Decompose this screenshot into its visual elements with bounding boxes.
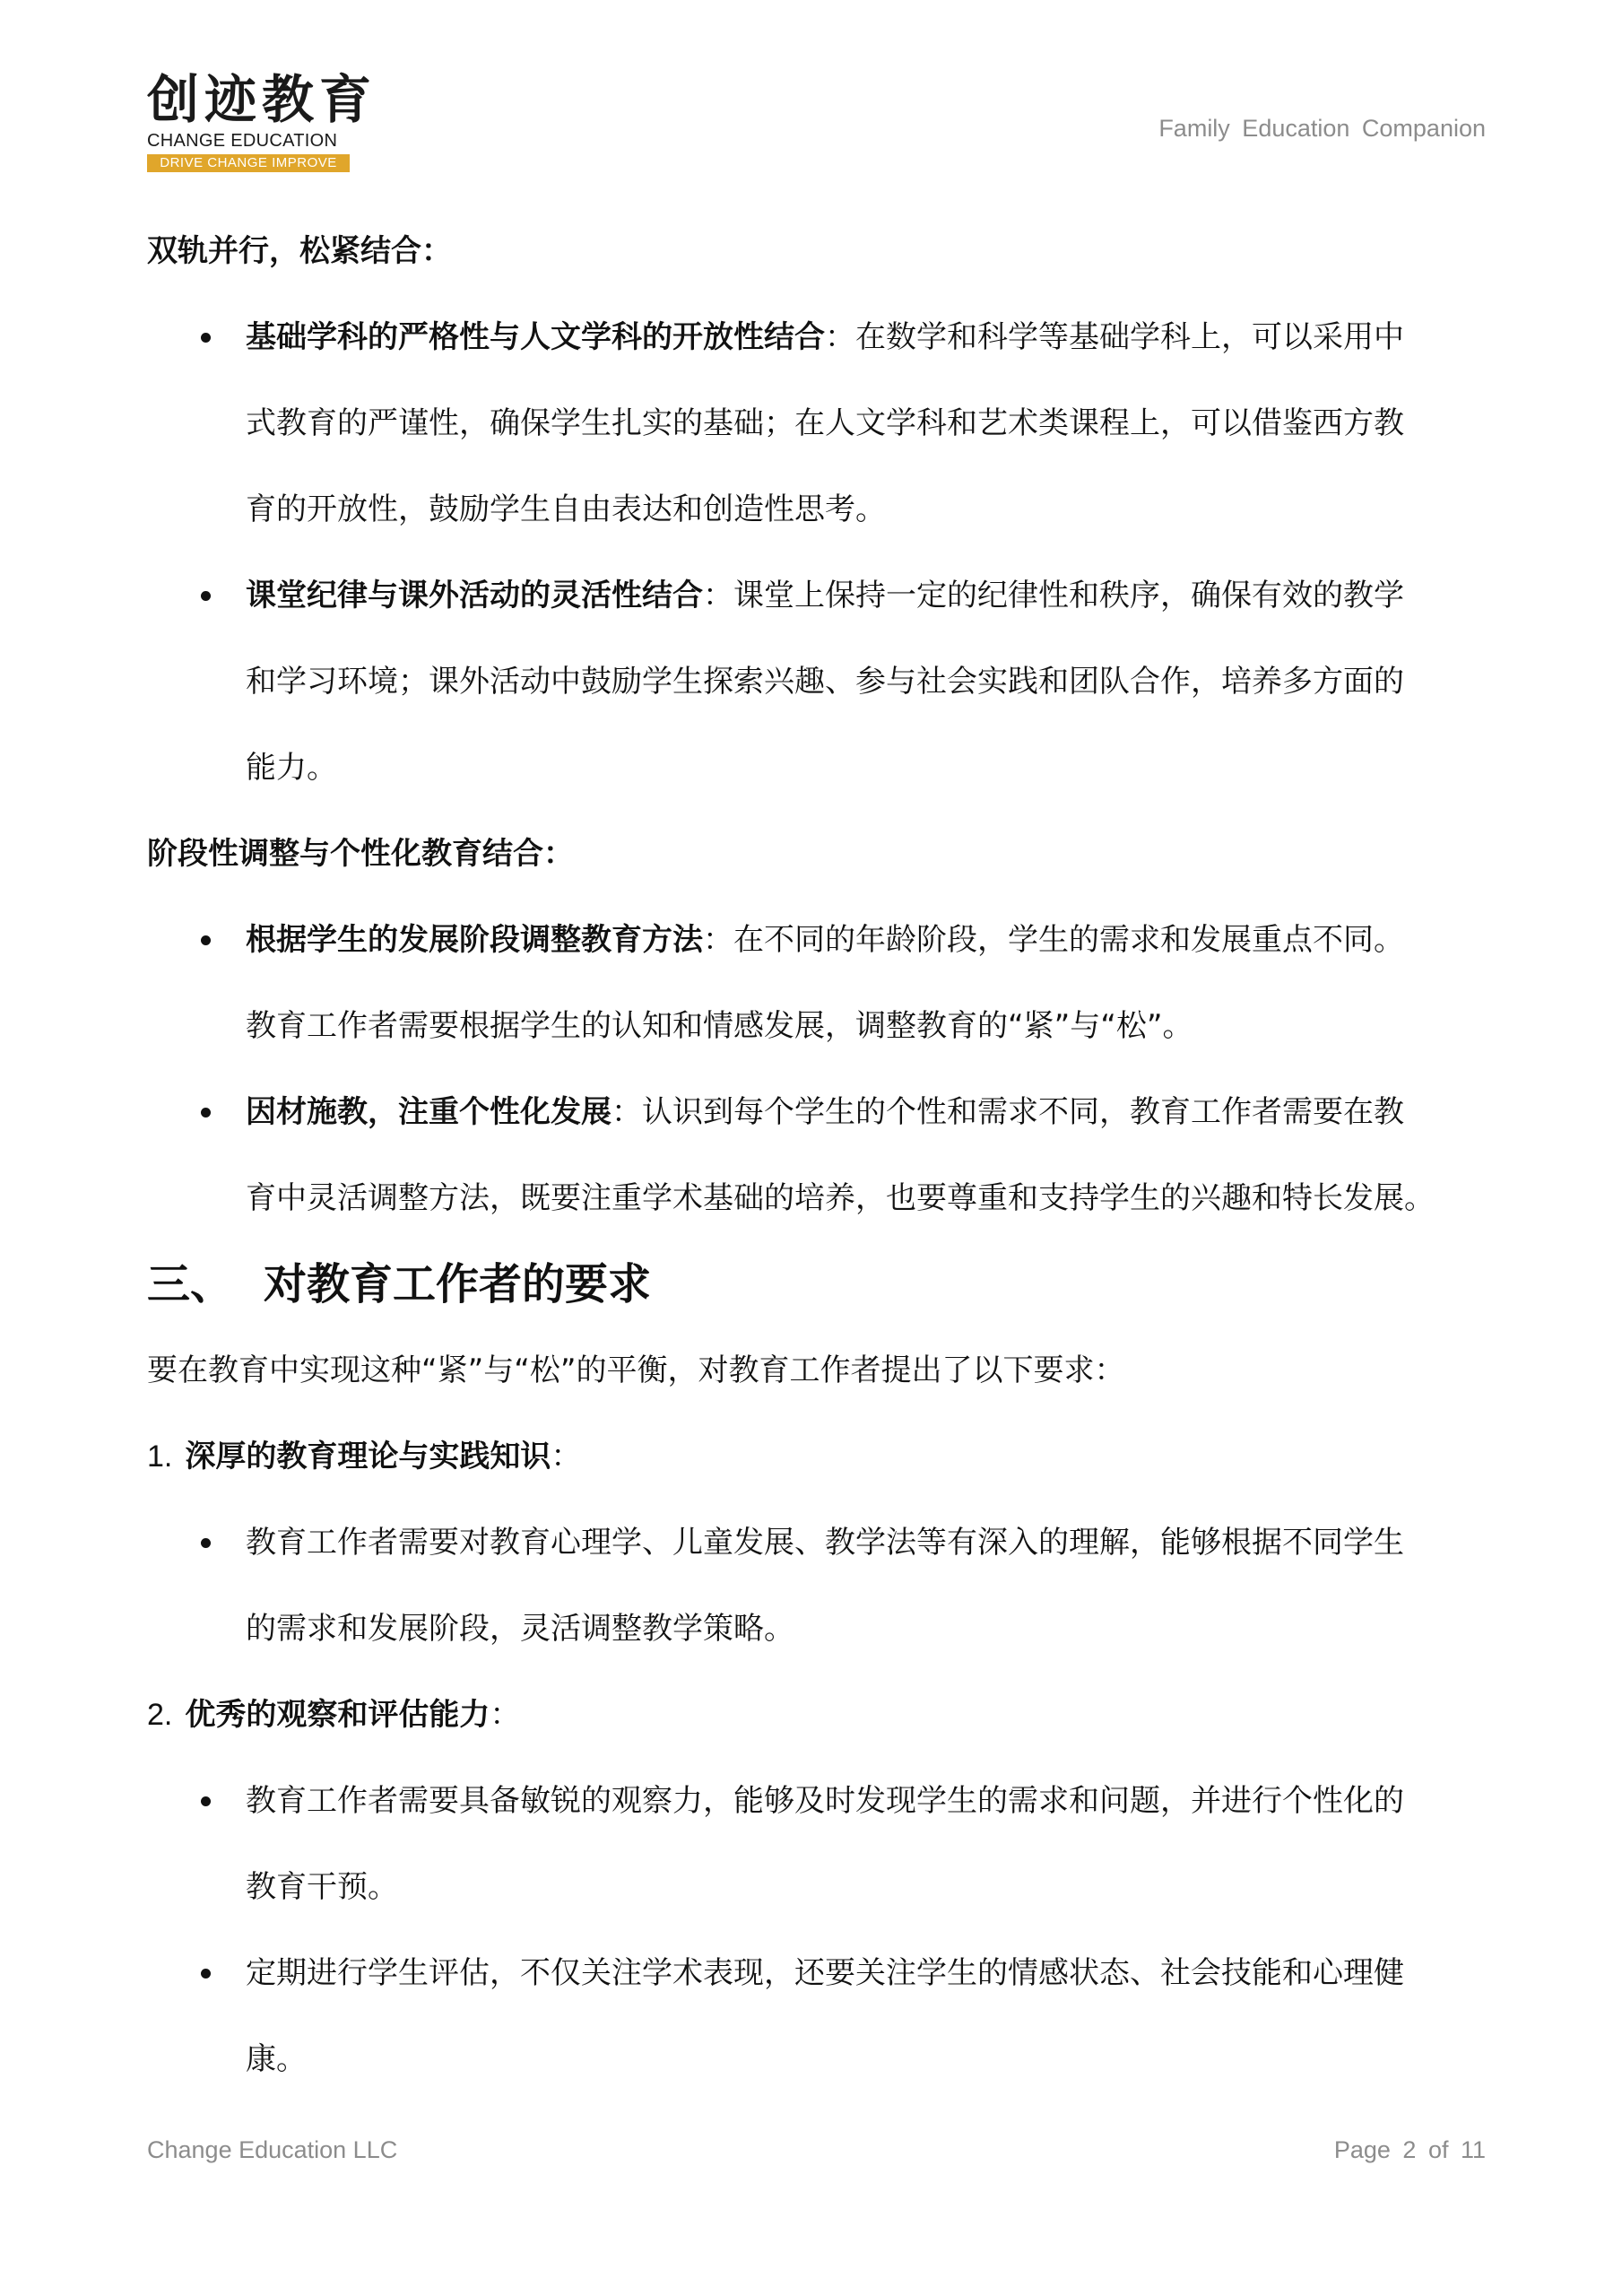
bullet-text: 教育工作者需要具备敏锐的观察力，能够及时发现学生的需求和问题，并进行个性化的 (246, 1783, 1404, 1819)
bullet-text: 康。 (246, 2041, 307, 2077)
chapter-heading (147, 1241, 1486, 1327)
bullet-text: 教育干预。 (246, 1869, 398, 1905)
bullet-text: 和学习环境；课外活动中鼓励学生探索兴趣、参与社会实践和团队合作，培养多方面的 (246, 664, 1404, 700)
bullet-text: 能力。 (246, 750, 337, 786)
bullet-text: ：课堂上保持一定的纪律性和秩序，确保有效的教学 (703, 578, 1404, 613)
chapter-number: 三、 (147, 1259, 234, 1309)
list-item (147, 1069, 1486, 1241)
document-body (147, 208, 1486, 2102)
bullet-icon (201, 1796, 211, 1806)
list-item (147, 294, 1486, 552)
footer-company: Change Education LLC (147, 2136, 398, 2163)
bullet-text: 式教育的严谨性，确保学生扎实的基础；在人文学科和艺术类课程上，可以借鉴西方教 (246, 405, 1404, 441)
bullet-text: 的需求和发展阶段，灵活调整教学策略。 (246, 1611, 794, 1647)
bullet-text: 教育工作者需要对教育心理学、儿童发展、教学法等有深入的理解，能够根据不同学生 (246, 1525, 1404, 1561)
bullet-text: 教育工作者需要根据学生的认知和情感发展，调整教育的“紧”与“松”。 (246, 1008, 1193, 1044)
footer-page-number: Page 2 of 11 (1333, 2136, 1486, 2163)
bullet-bold-lead: 因材施教，注重个性化发展 (246, 1094, 612, 1130)
bullet-text: 育的开放性，鼓励学生自由表达和创造性思考。 (246, 491, 886, 527)
bullet-icon (201, 935, 211, 945)
bullet-text: ：在数学和科学等基础学科上，可以采用中 (825, 319, 1404, 355)
bullet-bold-lead: 基础学科的严格性与人文学科的开放性结合 (246, 319, 825, 355)
brand-logo (147, 69, 377, 172)
item-number: 2. (147, 1698, 173, 1732)
bullet-text: ：认识到每个学生的个性和需求不同，教育工作者需要在教 (612, 1094, 1404, 1130)
bullet-icon (201, 1969, 211, 1979)
item-title: 深厚的教育理论与实践知识 (185, 1439, 551, 1474)
bullet-text: 育中灵活调整方法，既要注重学术基础的培养，也要尊重和支持学生的兴趣和特长发展。 (246, 1180, 1435, 1216)
section-heading-staged-adjustment: 阶段性调整与个性化教育结合： (147, 836, 574, 872)
chapter-intro: 要在教育中实现这种“紧”与“松”的平衡，对教育工作者提出了以下要求： (147, 1352, 1125, 1388)
numbered-item-heading (147, 1672, 1486, 1758)
bullet-bold-lead: 课堂纪律与课外活动的灵活性结合 (246, 578, 703, 613)
bullet-text: ：在不同的年龄阶段，学生的需求和发展重点不同。 (703, 922, 1404, 958)
logo-english-text: CHANGE EDUCATION (147, 131, 338, 151)
bullet-text: 定期进行学生评估，不仅关注学术表现，还要关注学生的情感状态、社会技能和心理健 (246, 1955, 1404, 1991)
logo-chinese-text: 创迹教育 (147, 69, 377, 130)
header-subtitle: Family Education Companion (1158, 115, 1486, 142)
list-item (147, 897, 1486, 1069)
list-item (147, 1930, 1486, 2102)
logo-tagline: DRIVE CHANGE IMPROVE (147, 154, 350, 172)
bullet-icon (201, 591, 211, 601)
list-item (147, 1758, 1486, 1930)
numbered-item-heading (147, 1413, 1486, 1500)
item-colon: ： (551, 1439, 582, 1474)
item-title: 优秀的观察和评估能力 (185, 1697, 490, 1733)
bullet-icon (201, 1108, 211, 1118)
item-colon: ： (490, 1697, 521, 1733)
chapter-title: 对教育工作者的要求 (264, 1259, 652, 1309)
list-item (147, 552, 1486, 811)
item-number: 1. (147, 1439, 173, 1474)
list-item (147, 1500, 1486, 1672)
bullet-bold-lead: 根据学生的发展阶段调整教育方法 (246, 922, 703, 958)
bullet-icon (201, 333, 211, 343)
bullet-icon (201, 1538, 211, 1548)
section-heading-dual-track: 双轨并行，松紧结合： (147, 233, 452, 269)
